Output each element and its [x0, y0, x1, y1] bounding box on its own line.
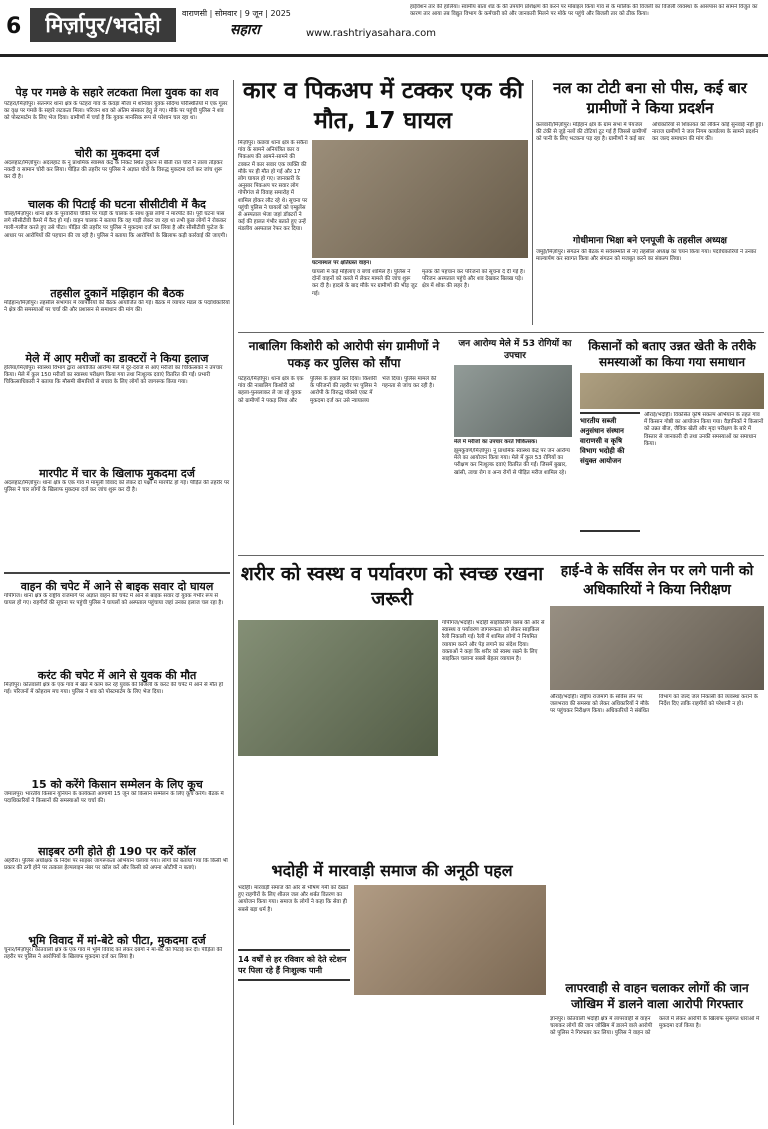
brief-headline-8: करंट की चपेट में आने से युवक की मौत [37, 669, 197, 682]
marwari-story [238, 860, 546, 1126]
health-fair-caption: मेले में मरीजों का उपचार करते चिकित्सक। [454, 439, 538, 445]
brief-body-6: अदलहाट/मिर्ज़ापुर। थाना क्षेत्र के एक गांव में मामूली विवाद को लेकर दो पक्षों में मारपीट हो गई। पीड़ित की तहरीर पर पुलिस ने चार लोगों के खिलाफ मुकदमा दर्ज कर जांच शुरू कर दी है। [4, 480, 230, 494]
brief-headline-2: चोरी का मुकदमा दर्ज [74, 147, 160, 160]
horizontal-rule-1 [238, 332, 764, 333]
brief-headline-4: तहसील दुकानें मझिहान की बैठक [50, 287, 184, 300]
brief-headline-5: मेले में आए मरीजों का डाक्टरों ने किया इलाज [25, 352, 209, 365]
website-link[interactable]: www.rashtriyasahara.com [306, 28, 437, 39]
right-top-body: कलवारी/मिर्ज़ापुर। मड़िहान क्षेत्र के ग्राम सभा में पेयजल की टंकी से जुड़े नलों की टोटियां टूट गई हैं जिससे ग्रामीणों को पानी के लिए भटकना पड़ रहा है। ग्रामीणों ने कई बार अधिकारियों से शिकायत की लेकिन कोई सुनवाई नहीं हुई। नाराज ग्रामीणों ने जल निगम कार्यालय के सामने प्रदर्शन कर जल्द समाधान की मांग की। [536, 122, 764, 143]
brief-body-5: हलिया/मिर्ज़ापुर। स्वास्थ्य विभाग द्वारा आयोजित आरोग्य मेले में दूर-दराज से आए मरीजों का चिकित्सकों ने उपचार किया। मेले में कुल 150 मरीजों का स्वास्थ्य परीक्षण किया गया तथा निःशुल्क दवाएं वितरित की गईं। प्रभारी चिकित्साधिकारी ने बताया कि मौसमी बीमारियों से बचाव के लिए लोगों को जागरूक किया गया। [4, 365, 223, 386]
accident-photo [312, 140, 528, 258]
lead-body-3: मृतक की पहचान कर परिजनों को सूचना दे दी गई है। परिजन अस्पताल पहुंचे और शव देखकर बिलख पड़े। क्षेत्र में शोक की लहर है। [422, 269, 525, 290]
marwari-photo [354, 885, 546, 995]
horizontal-rule-2 [238, 555, 764, 556]
health-fair-photo [454, 365, 572, 437]
brief-body-2: अदलहाट/मिर्ज़ापुर। अदलहाट के नू प्राथमिक स्वास्थ्य केंद्र के निकट स्थित दुकान से बीती रात चोरों ने ताला तोड़कर नकदी व सामान चोरी कर लिया। पीड़ित की तहरीर पर पुलिस ने अज्ञात चोरों के विरुद्ध मुकदमा दर्ज कर जांच शुरू कर दी है। [4, 160, 223, 181]
brief-headline-9: 15 को करेंगे किसान सम्मेलन के लिए कूच [31, 778, 203, 791]
dateline: वाराणसी | सोमवार | 9 जून | 2025 [182, 9, 291, 18]
farmers-photo [580, 373, 764, 409]
cycling-photo [238, 620, 438, 756]
brief-headline-1: पेड़ पर गमछे के सहारे लटकता मिला युवक का शव [15, 86, 219, 99]
brief-headline-7: वाहन की चपेट में आने से बाइक सवार दो घायल [20, 580, 214, 593]
farmers-story [580, 338, 764, 550]
farmers-body: औराई/भदोही। विकसित कृषि संकल्प अभियान के तहत गांव में किसान गोष्ठी का आयोजन किया गया। वैज्ञानिकों ने किसानों को उन्नत बीज, जैविक खेती और मृदा परीक्षण के बारे में विस्तार से जानकारी दी तथा उनकी समस्याओं का समाधान किया। [644, 412, 764, 447]
page-number: 6 [6, 14, 22, 39]
farmers-quote: भारतीय सब्जी अनुसंधान संस्थान वाराणसी व कृषि विभाग भदोही की संयुक्त आयोजन [580, 412, 640, 532]
cycling-headline: शरीर को स्वस्थ व पर्यावरण को स्वच्छ रखना जरूरी [240, 563, 544, 610]
brief-headline-6: मारपीट में चार के खिलाफ मुकदमा दर्ज [39, 467, 195, 480]
lead-headline: कार व पिकअप में टक्कर एक की मौत, 17 घायल [242, 78, 524, 134]
brief-headline-10: साइबर ठगी होते ही 190 पर करें कॉल [38, 845, 196, 858]
marwari-headline: भदोही में मारवाड़ी समाज की अनूठी पहल [271, 861, 513, 880]
right-top-subheadline: गोधीमाना भिक्षा बने एनपूजी के तहसील अध्यक्ष [572, 236, 728, 246]
brief-body-7: गोपीगंज। थाना क्षेत्र के राष्ट्रीय राजमार्ग पर अज्ञात वाहन की चपेट में आने से बाइक सवार दो युवक गंभीर रूप से घायल हो गए। राहगीरों की सूचना पर पहुंची पुलिस ने घायलों को अस्पताल पहुंचाया जहां उनका इलाज चल रहा है। [4, 593, 224, 607]
right-top-story [536, 78, 764, 328]
edition-title: मिर्ज़ापुर/भदोही [30, 8, 176, 42]
lead-body-2: घायलों में कई महिलाएं व बच्चे शामिल हैं। पुलिस ने दोनों वाहनों को कब्जे में लेकर मामले की जांच शुरू कर दी है। हादसे के बाद मौके पर ग्रामीणों की भीड़ जुट गई। [312, 269, 418, 297]
arrest-body: ज्ञानपुर। कोतवाली भदोही क्षेत्र में लापरवाही से वाहन चलाकर लोगों की जान जोखिम में डालने वाले आरोपी को पुलिस ने गिरफ्तार कर लिया। पुलिस ने वाहन को कब्जे में लेकर आरोपी के खिलाफ सुसंगत धाराओं में मुकदमा दर्ज किया है। [550, 1016, 760, 1037]
brief-body-8: मिर्ज़ापुर। कोतवाली क्षेत्र के एक गांव में खेत में काम कर रहे युवक की बिजली के करंट की चपेट में आने से मौत हो गई। परिजनों में कोहराम मच गया। पुलिस ने शव को पोस्टमार्टम के लिए भेज दिया। [4, 682, 224, 696]
brief-headline-3: चालक की पिटाई की घटना सीसीटीवी में कैद [28, 198, 206, 211]
column-rule-right [532, 80, 533, 325]
arrest-story [550, 980, 764, 1126]
lead-body-1: मिर्ज़ापुर। कछवां थाना क्षेत्र के सकैरा गांव के सामने अनियंत्रित कार व पिकअप की आमने-सामने की टक्कर में कार सवार एक व्यक्ति की मौके पर ही मौत हो गई और 17 लोग घायल हो गए। जानकारी के अनुसार पिकअप पर सवार लोग गोपीगंज से विवाह समारोह में शामिल होकर लौट रहे थे। सूचना पर पहुंची पुलिस ने घायलों को एम्बुलेंस से अस्पताल भेजा जहां डॉक्टरों ने कई की हालत गंभीर बताते हुए उन्हें मंडलीय अस्पताल रेफर कर दिया। [238, 140, 308, 233]
marwari-quote: 14 वर्षों से हर रविवार को देते स्टेशन पर पिला रहे हैं निःशुल्क पानी [238, 949, 350, 981]
arrest-headline: लापरवाही से वाहन चलाकर लोगों की जान जोखिम में डालने वाला आरोपी गिरफ्तार [565, 981, 749, 1011]
lead-story [238, 76, 528, 336]
highway-headline: हाई-वे के सर्विस लेन पर लगे पानी को अधिकारियों ने किया निरीक्षण [560, 563, 754, 598]
brief-body-1: पटेहरा/मिर्ज़ापुर। संतनगर थाना क्षेत्र के पटेहरा गांव के केवड़ा मौजा में शनिवार युवक संदिग्ध परिस्थितियों में एक गूलर का वृक्ष पर गमछे के सहारे लटकता मिला। परिजन शव को अंतिम संस्कार हेतु ले गए। मौके पर पहुंची पुलिस ने शव को पोस्टमार्टम के लिए भेज दिया। ग्रामीणों में चर्चा है कि युवक मानसिक रूप से परेशान चल रहा था। [4, 101, 228, 122]
section-divider [4, 572, 230, 574]
accident-photo-caption: घटनास्थल पर क्षतिग्रस्त वाहन। [312, 260, 372, 266]
brief-headline-11: भूमि विवाद में मां-बेटे को पीटा, मुकदमा दर्ज [28, 934, 206, 947]
highway-story [550, 562, 764, 852]
brief-body-3: चील्ह/मिर्ज़ापुर। थाना क्षेत्र के पुरवारीया चौकी पर गाड़ी के चालक के साथ कुछ लोगों ने मारपीट की। पूरी घटना पास लगे सीसीटीवी कैमरे में कैद हो गई। वाहन चालक ने बताया कि वह गाड़ी लेकर जा रहा था तभी कुछ लोगों ने रोककर गाली-गलौज करते हुए उसे पीटा। पीड़ित की तहरीर पर पुलिस ने मुकदमा दर्ज कर लिया है और सीसीटीवी फुटेज के आधार पर आरोपियों की पहचान की जा रही है। पुलिस ने बताया कि आरोपियों के खिलाफ कड़ी कार्रवाई की जाएगी। [4, 211, 228, 239]
cycling-body: गोपीगंज/भदोही। भदोही साइकिलिंग क्लब की ओर से स्वास्थ्य व पर्यावरण जागरूकता को लेकर साइकिल रैली निकाली गई। रैली में शामिल लोगों ने नियमित व्यायाम करने और पेड़ लगाने का संदेश दिया। वक्ताओं ने कहा कि शरीर को स्वस्थ रखने के लिए साइकिल चलाना सबसे बेहतर व्यायाम है। [442, 620, 545, 663]
cycling-story [238, 562, 546, 852]
highway-body: औराई/भदोही। राष्ट्रीय राजमार्ग के सर्विस लेन पर जलभराव की समस्या को लेकर अधिकारियों ने मौके पर पहुंचकर निरीक्षण किया। अधिकारियों ने संबंधित विभाग को जल्द जल निकासी की व्यवस्था कराने के निर्देश दिए ताकि राहगीरों को परेशानी न हो। [550, 694, 758, 715]
health-fair-body: झूमकुवर्ण/मिर्ज़ापुर। नू प्राथमिक स्वास्थ्य केंद्र पर जन आरोग्य मेले का आयोजन किया गया। मेले में कुल 53 रोगियों का परीक्षण कर निःशुल्क दवाएं वितरित की गईं। जिसमें बुखार, खांसी, त्वचा रोग व अन्य रोगों से पीड़ित मरीज शामिल रहे। [454, 448, 570, 476]
health-fair-headline: जन आरोग्य मेले में 53 रोगियों का उपचार [458, 339, 572, 361]
left-column [4, 86, 230, 1126]
farmers-headline: किसानों को बताए उन्नत खेती के तरीके समस्याओं का किया गया समाधान [588, 339, 756, 369]
right-top-headline: नल का टोटी बना सो पीस, कई बार ग्रामीणों ने किया प्रदर्शन [553, 79, 747, 117]
marwari-body: भदोही। मारवाड़ी समाज की ओर से भीषण गर्मी को देखते हुए राहगीरों के लिए शीतल जल और शर्बत वितरण का आयोजन किया गया। समाज के लोगों ने कहा कि सेवा ही सबसे बड़ा धर्म है। [238, 885, 349, 913]
minor-girl-story [238, 338, 450, 550]
header-rule [0, 54, 768, 57]
minor-girl-headline: नाबालिग किशोरी को आरोपी संग ग्रामीणों ने पकड़ कर पुलिस को सौंपा [248, 339, 440, 370]
health-fair-story [454, 338, 576, 550]
right-top-subbody: जमुई/मिर्ज़ापुर। संगठन की बैठक में सर्वसम्मति से नए तहसील अध्यक्ष का चयन किया गया। पदाधिकारियों ने उनका माल्यार्पण कर स्वागत किया और संगठन को मजबूत करने का संकल्प लिया। [536, 249, 757, 263]
highway-photo [550, 606, 764, 690]
brief-body-4: मड़िहान/मिर्ज़ापुर। तहसील सभागार में व्यापारियों की बैठक आयोजित की गई। बैठक में व्यापार मंडल के पदाधिकारियों ने क्षेत्र की समस्याओं पर चर्चा की और प्रशासन से समाधान की मांग की। [4, 300, 230, 314]
minor-girl-body: पटेहरा/मिर्ज़ापुर। थाना क्षेत्र के एक गांव की नाबालिग किशोरी को बहला-फुसलाकर ले जा रहे युवक को ग्रामीणों ने पकड़ लिया और पुलिस के हवाले कर दिया। किशोरी के परिजनों की तहरीर पर पुलिस ने आरोपी के विरुद्ध पॉक्सो एक्ट में मुकदमा दर्ज कर उसे न्यायालय भेज दिया। पुलिस मामले की गहनता से जांच कर रही है। [238, 376, 437, 404]
brief-body-10: अहरौरा। पुलिस अधीक्षक के निर्देश पर साइबर जागरूकता अभियान चलाया गया। लोगों को बताया गया कि किसी भी प्रकार की ठगी होने पर तत्काल हेल्पलाइन नंबर पर कॉल करें और किसी को अपना ओटीपी न बताएं। [4, 858, 228, 872]
brief-body-11: चुनार/मिर्ज़ापुर। कोतवाली क्षेत्र के एक गांव में भूमि विवाद को लेकर दबंगों ने मां-बेटे की पिटाई कर दी। पीड़िता की तहरीर पर पुलिस ने आरोपियों के खिलाफ मुकदमा दर्ज कर लिया है। [4, 947, 222, 961]
newspaper-logo: सहारा [230, 22, 260, 38]
masthead [0, 0, 768, 62]
column-rule-left [233, 80, 234, 1125]
brief-body-9: जमालपुर। भारतीय किसान यूनियन के कार्यकर्ता आगामी 15 जून को किसान सम्मेलन के लिए कूच करेंगे। बैठक में पदाधिकारियों ने किसानों की समस्याओं पर चर्चा की। [4, 791, 224, 805]
top-snippet: हाईवेशन तार की हालिया। स्वामीय बाता शेड के की उपयोग प्रशिक्षण की करने पर मोबाइल किया गांव से के मालिक की विजली का विजली व्यवस्था के आसपास को सामने विजुत का कारण तार आया तब विद्युत विभाग के कर्मचारी को और जानकारी मिलने पर मोके पर पहुंचे और बिजली तार को ठीक किया। [410, 4, 758, 18]
